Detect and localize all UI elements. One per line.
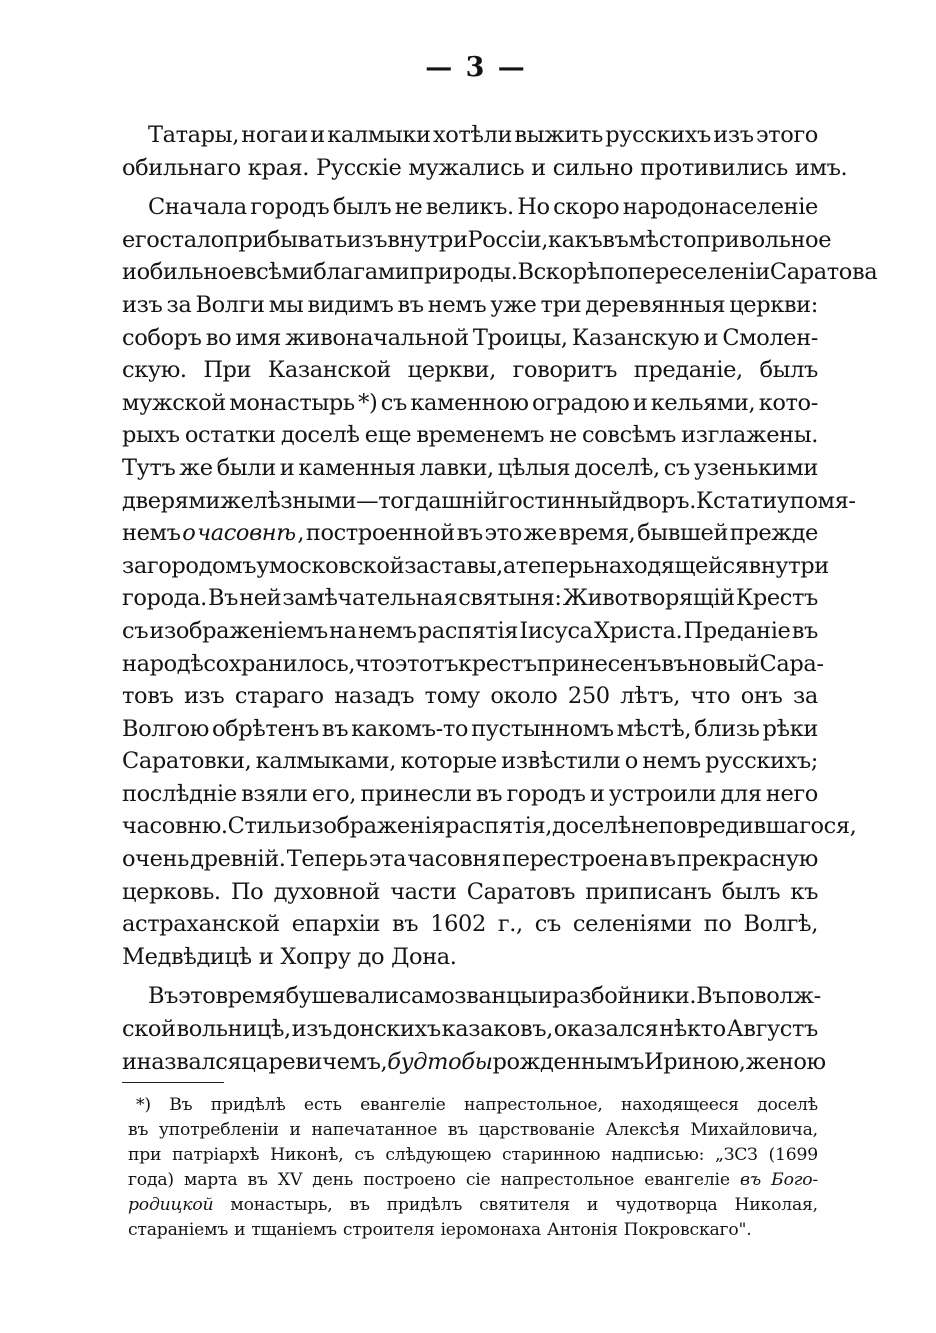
text-line: Въ это время бушевали самозванцы и разбойники. Въ поволж-	[148, 983, 821, 1010]
footnote-divider	[122, 1082, 224, 1083]
text-line: обильнаго края. Русскіе мужались и сильно противились имъ.	[122, 154, 848, 181]
text-line: за городомъ у московской заставы, а теперь находящейся внутри	[122, 552, 829, 579]
text-line: послѣдніе взяли его, принесли въ городъ и устроили для него	[122, 780, 818, 807]
text-line: Сначала городъ былъ не великъ. Но скоро народонаселеніе	[148, 194, 818, 221]
footnote-line: *) Въ придѣлѣ есть евангеліе напрестольное, находящееся доселѣ	[136, 1095, 818, 1115]
text-line: изъ за Волги мы видимъ въ немъ уже три деревянныя церкви:	[122, 291, 818, 318]
text-line: мужской монастырь *) съ каменною оградою и кельями, кото-	[122, 389, 818, 416]
text-line: дверями желѣзными—тогдашній гостинный дворъ. Кстати упомя-	[122, 487, 856, 514]
text-line: скую. При Казанской церкви, говоритъ преданіе, былъ	[122, 357, 818, 384]
text-line: и назвался царевичемъ, будто бы рожденнымъ Ириною, женою	[122, 1048, 826, 1075]
text-line: Тутъ же были и каменныя лавки, цѣлыя доселѣ, съ узенькими	[122, 454, 818, 481]
text-line: рыхъ остатки доселѣ еще временемъ не совсѣмъ изглажены.	[122, 422, 818, 449]
text-line: Волгою обрѣтенъ въ какомъ-то пустынномъ мѣстѣ, близь рѣки	[122, 715, 818, 742]
text-line: и обильное всѣми благами природы. Вскорѣ по переселеніи Саратова	[122, 259, 878, 286]
text-line: часовню. Стиль изображенія распятія, доселѣ не повредившагося,	[122, 813, 857, 840]
text-line: его стало прибывать изъ внутри Россіи, какъ въ мѣсто привольное	[122, 226, 832, 253]
page-number: — 3 —	[425, 52, 527, 83]
body-text	[122, 119, 878, 1078]
text-line: немъ о часовнѣ , построенной въ это же время, бывшей прежде	[122, 520, 818, 547]
text-line: товъ изъ стараго назадъ тому около 250 лѣтъ, что онъ за	[122, 683, 818, 710]
text-line: города. Въ ней замѣчательная святыня: Животворящій Крестъ	[122, 585, 818, 612]
text-line: Татары, ногаи и калмыки хотѣли выжить русскихъ изъ этого	[148, 122, 818, 148]
text-line: очень древній. Теперь эта часовня перестроена въ прекрасную	[122, 846, 818, 873]
text-line: Медвѣдицѣ и Хопру до Дона.	[122, 943, 457, 970]
text-line: народѣ сохранилось, что этотъ крестъ принесенъ въ новый Сара-	[122, 650, 824, 677]
footnote-line: родицкой монастырь, въ придѣлъ святителя и чудотворца Николая,	[128, 1195, 818, 1215]
text-line: церковь. По духовной части Саратовъ приписанъ былъ къ	[122, 878, 818, 905]
text-line: астраханской епархіи въ 1602 г., съ селеніями по Волгѣ,	[122, 911, 818, 938]
text-line: Саратовки, калмыками, которые извѣстили о немъ русскихъ;	[122, 748, 818, 775]
text-line: соборъ во имя живоначальной Троицы, Казанскую и Смолен-	[122, 324, 818, 351]
footnote-line: года) марта въ XV день построено сіе напрестольное евангеліе въ Бого-	[128, 1170, 818, 1190]
footnote-line: при патріархѣ Никонѣ, съ слѣдующею старинною надписью: „ЗСЗ (1699	[128, 1145, 818, 1165]
footnote-line: стараніемъ и тщаніемъ строителя іеромонаха Антонія Покровскаго".	[128, 1220, 752, 1240]
text-line: съ изображеніемъ на немъ распятія Іисуса Христа. Преданіе въ	[122, 617, 818, 644]
text-line: ской вольницѣ, изъ донскихъ казаковъ, оказался нѣкто Августъ	[122, 1016, 818, 1043]
footnote-line: въ употребленіи и напечатанное въ царствованіе Алексѣя Михайловича,	[128, 1120, 818, 1140]
footnotes	[128, 1093, 818, 1243]
